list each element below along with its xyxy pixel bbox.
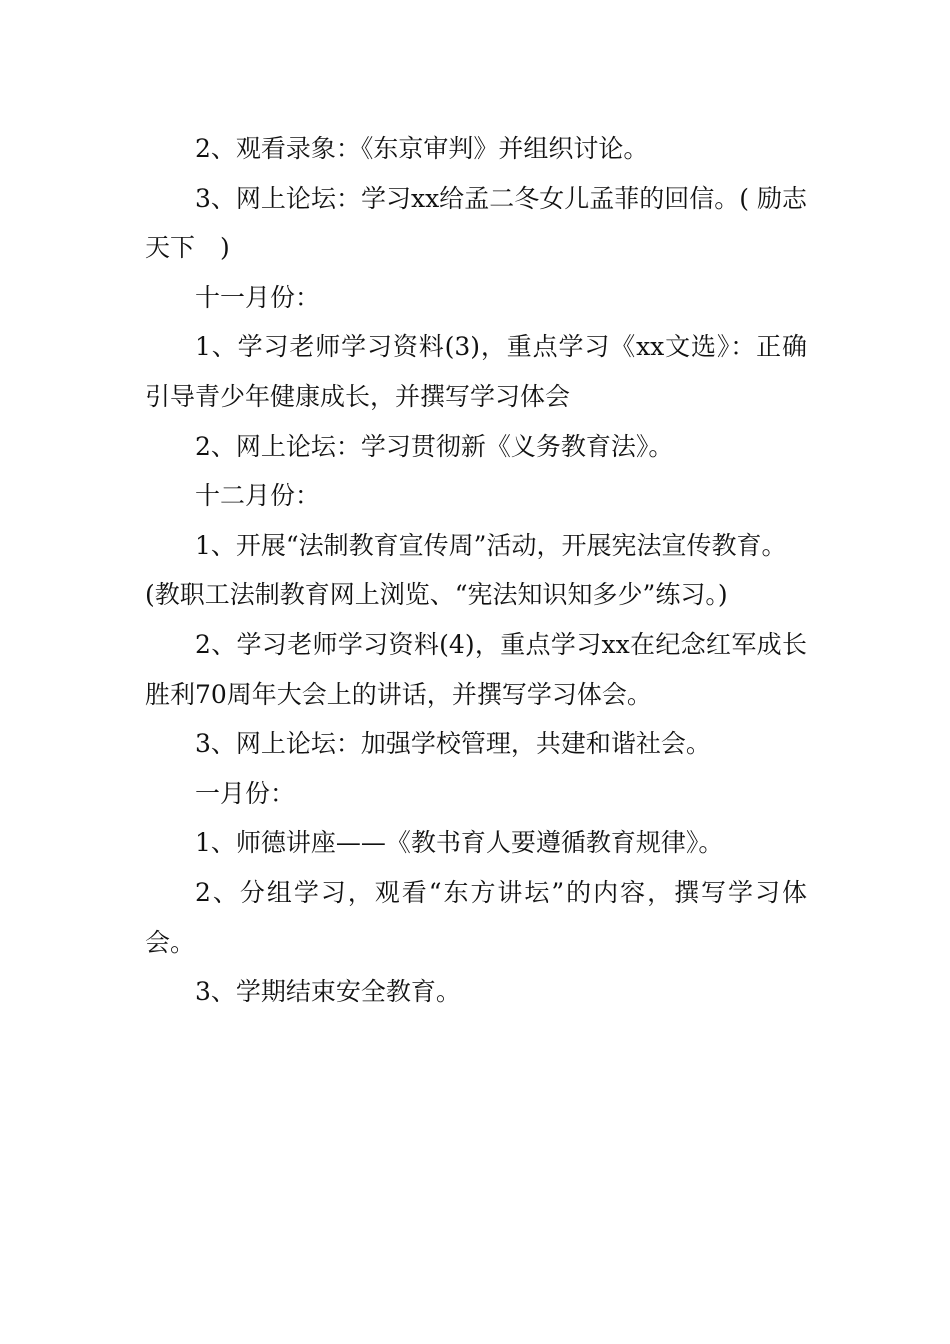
document-body (145, 124, 807, 1017)
paragraph: 1、学习老师学习资料(3)，重点学习《xx文选》：正确引导青少年健康成长，并撰写学习体会 (145, 332, 807, 411)
section-heading: 十一月份： (195, 282, 321, 312)
paragraph: 2、分组学习，观看“东方讲坛”的内容，撰写学习体会。 (145, 877, 807, 957)
paragraph: 3、网上论坛：加强学校管理，共建和谐社会。 (195, 729, 711, 759)
paragraph: (教职工法制教育网上浏览、“宪法知识知多少”练习。) (145, 580, 728, 610)
paragraph: 1、开展“法制教育宣传周”活动，开展宪法宣传教育。 (195, 530, 787, 560)
paragraph: 2、学习老师学习资料(4)，重点学习xx在纪念红军成长胜利70周年大会上的讲话，并撰写学习体会。 (145, 629, 807, 709)
paragraph: 3、学期结束安全教育。 (195, 977, 461, 1007)
section-heading: 十二月份： (195, 481, 321, 511)
paragraph: 1、师德讲座——《教书育人要遵循教育规律》。 (195, 828, 724, 858)
paragraph: 2、观看录象：《东京审判》并组织讨论。 (195, 134, 649, 163)
paragraph: 3、网上论坛：学习xx给孟二冬女儿孟菲的回信。( 励志天下 ) (145, 183, 807, 263)
section-heading: 一月份： (195, 778, 296, 808)
paragraph: 2、网上论坛：学习贯彻新《义务教育法》。 (195, 431, 674, 461)
